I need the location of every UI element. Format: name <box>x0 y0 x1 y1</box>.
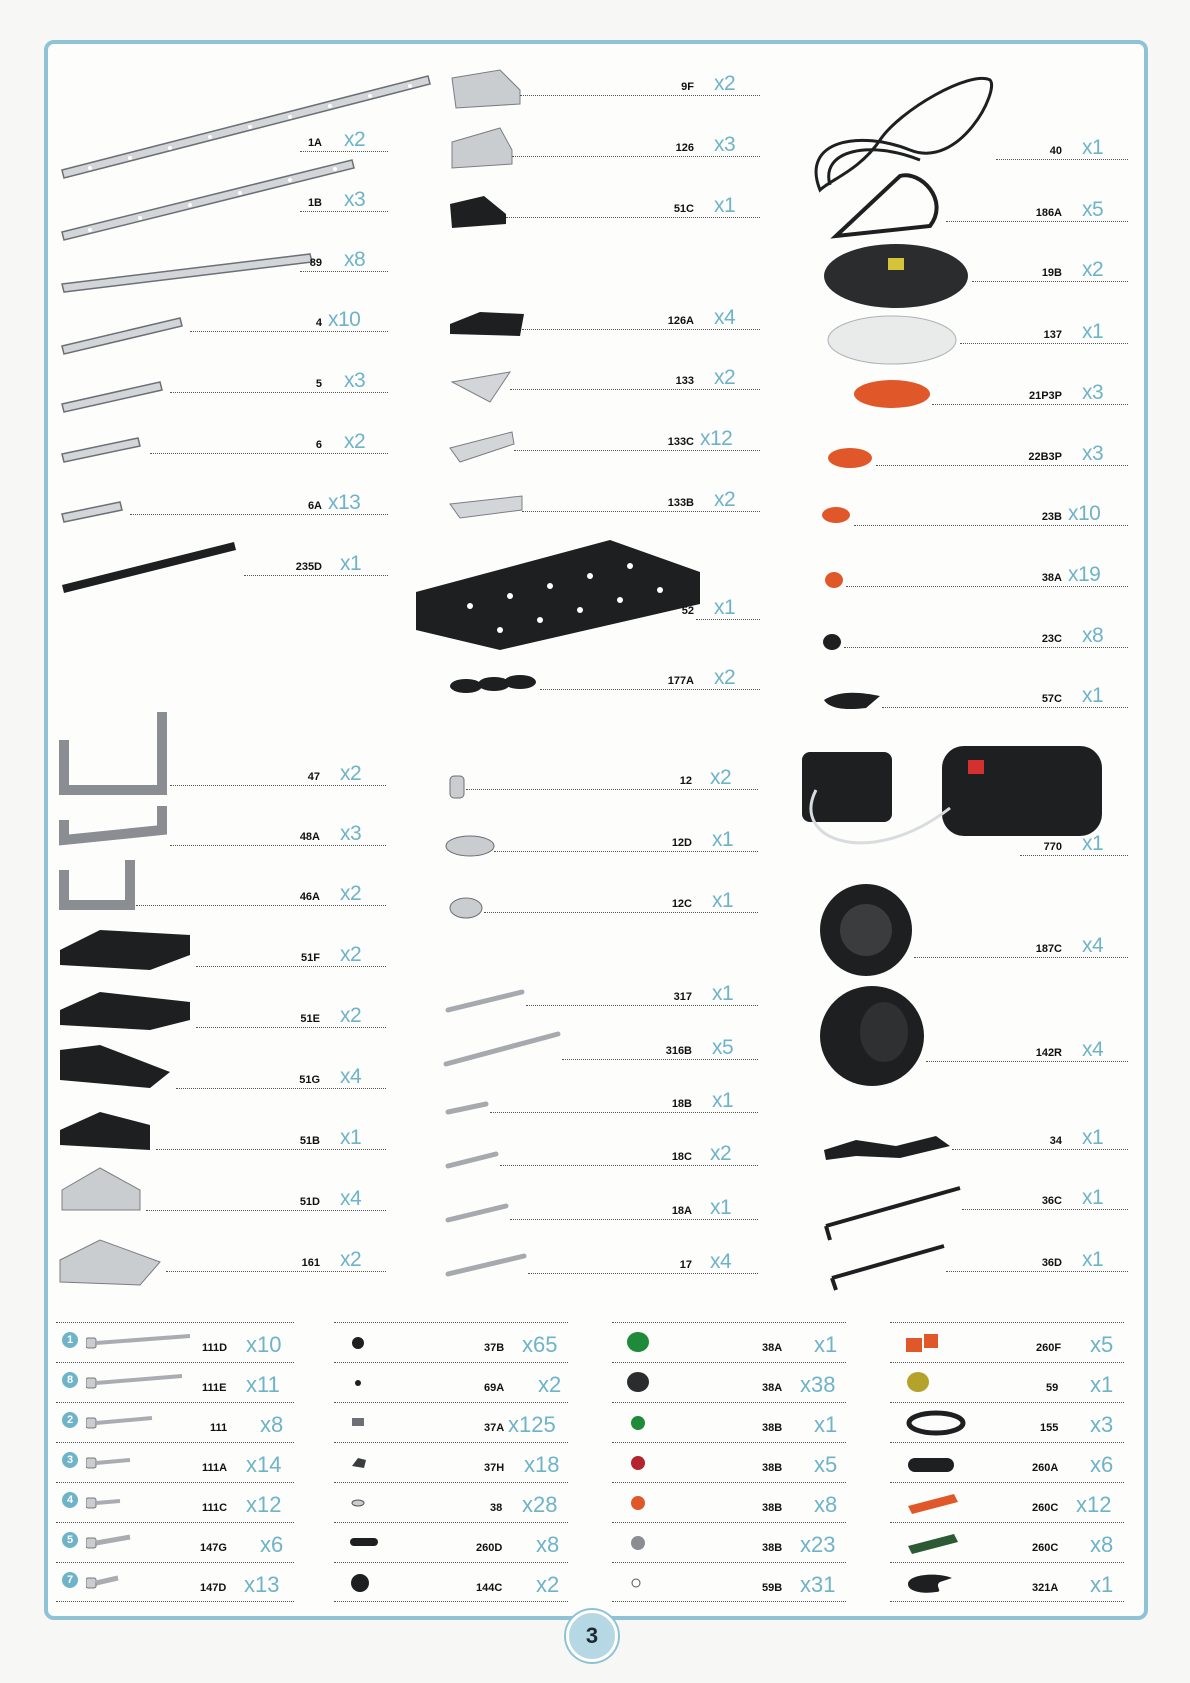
part-row: 1B x3 <box>300 190 388 214</box>
bolt-icon <box>86 1374 196 1392</box>
part-row: 23C x8 <box>844 626 1128 650</box>
pulley-19b <box>824 244 968 308</box>
grid-row: 260A x6 <box>890 1442 1124 1482</box>
pulley-23c <box>823 634 841 650</box>
motor-770 <box>802 752 892 822</box>
bolt-icon <box>86 1494 196 1512</box>
size-badge: 5 <box>62 1532 78 1548</box>
part-row: 235D x1 <box>244 554 388 578</box>
grid-row: 3 111A x14 <box>56 1442 294 1482</box>
hook-57c <box>824 693 880 709</box>
grid-row: 2 111 x8 <box>56 1402 294 1442</box>
link-orange-icon <box>904 1488 964 1516</box>
grid-row: 4 111C x12 <box>56 1482 294 1522</box>
size-badge: 4 <box>62 1492 78 1508</box>
clip-icon <box>904 1570 964 1596</box>
part-row: 12 x2 <box>466 768 758 792</box>
part-row: 36C x1 <box>962 1188 1128 1212</box>
part-row: 46A x2 <box>136 884 386 908</box>
part-row: 4 x10 <box>190 310 388 334</box>
part-row: 137 x1 <box>960 322 1128 346</box>
collar-green-icon <box>624 1330 654 1354</box>
part-row: 187C x4 <box>914 936 1128 960</box>
part-row: 52 x1 <box>696 598 760 622</box>
pulley-23b <box>822 507 850 523</box>
lock-nut-icon <box>348 1454 378 1472</box>
part-row: 51C x1 <box>506 196 760 220</box>
pulley-21p3p <box>854 380 930 408</box>
part-row: 57C x1 <box>882 686 1128 710</box>
collar-grey-icon <box>624 1532 654 1554</box>
pulley-19b-boss <box>888 258 904 270</box>
part-row: 142R x4 <box>926 1040 1128 1064</box>
grid-row: 321A x1 <box>890 1562 1124 1602</box>
part-row: 36D x1 <box>946 1250 1128 1274</box>
square-nut-icon <box>348 1414 378 1432</box>
grid-row: 37A x125 <box>334 1402 568 1442</box>
pin-icon <box>86 1534 196 1552</box>
pulley-137 <box>828 316 956 364</box>
grid-row: 1 111D x10 <box>56 1322 294 1362</box>
connector-orange-icon <box>902 1330 952 1356</box>
bolt-icon <box>86 1454 196 1472</box>
part-row: 34 x1 <box>952 1128 1128 1152</box>
collar-38a <box>825 572 843 588</box>
allen-key-36c <box>826 1188 960 1240</box>
grid-row: 59B x31 <box>612 1562 846 1602</box>
part-row: 1A x2 <box>300 130 388 154</box>
grid-row: 260D x8 <box>334 1522 568 1562</box>
cap-icon <box>348 1572 378 1594</box>
bolt-icon <box>86 1414 196 1432</box>
size-badge: 7 <box>62 1572 78 1588</box>
grid-row: 38A x1 <box>612 1322 846 1362</box>
grid-row: 38B x5 <box>612 1442 846 1482</box>
part-row: 38A x19 <box>846 565 1128 589</box>
part-row: 48A x3 <box>170 824 386 848</box>
grid-row: 38B x1 <box>612 1402 846 1442</box>
part-row: 126A x4 <box>522 308 760 332</box>
grid-row: 5 147G x6 <box>56 1522 294 1562</box>
part-row: 126 x3 <box>512 135 760 159</box>
battery-box-770 <box>942 746 1102 836</box>
part-row: 17 x4 <box>528 1252 758 1276</box>
part-row: 6A x13 <box>130 493 388 517</box>
link-green-icon <box>904 1528 964 1556</box>
grid-row: 38B x8 <box>612 1482 846 1522</box>
part-row: 9F x2 <box>520 74 760 98</box>
part-row: 51D x4 <box>146 1189 386 1213</box>
grid-row: 260F x5 <box>890 1322 1124 1362</box>
part-row: 770 x1 <box>1020 834 1128 858</box>
allen-key-36d <box>832 1246 944 1290</box>
part-row: 12C x1 <box>484 891 758 915</box>
pulley-22b3p <box>828 448 872 468</box>
part-row: 89 x8 <box>300 250 388 274</box>
part-row: 5 x3 <box>170 371 388 395</box>
part-row: 18C x2 <box>500 1144 758 1168</box>
part-row: 186A x5 <box>946 200 1128 224</box>
part-row: 177A x2 <box>540 668 760 692</box>
pin-icon <box>86 1574 196 1592</box>
grub-screw-icon <box>348 1374 378 1392</box>
page-number: 3 <box>566 1610 618 1662</box>
part-row: 133 x2 <box>510 368 760 392</box>
part-row: 51F x2 <box>196 945 386 969</box>
tyre-142r <box>820 986 924 1086</box>
part-row: 6 x2 <box>150 432 388 456</box>
grid-row: 8 111E x11 <box>56 1362 294 1402</box>
grid-row: 37H x18 <box>334 1442 568 1482</box>
size-badge: 1 <box>62 1332 78 1348</box>
part-row: 21P3P x3 <box>932 383 1128 407</box>
wheel-187c <box>820 884 912 976</box>
grub-screw-59b-icon <box>624 1574 654 1592</box>
grid-row: 38A x38 <box>612 1362 846 1402</box>
grid-row: 144C x2 <box>334 1562 568 1602</box>
grid-row: 7 147D x13 <box>56 1562 294 1602</box>
nut-icon <box>348 1334 378 1352</box>
part-row: 133C x12 <box>514 429 760 453</box>
battery-switch <box>968 760 984 774</box>
part-row: 51B x1 <box>156 1128 386 1152</box>
grid-row: 59 x1 <box>890 1362 1124 1402</box>
collar-orange-icon <box>624 1492 654 1514</box>
part-row: 161 x2 <box>166 1250 386 1274</box>
grid-row: 38B x23 <box>612 1522 846 1562</box>
collar-black-icon <box>624 1370 654 1394</box>
part-row: 316B x5 <box>562 1038 758 1062</box>
rubber-ring-icon <box>904 1410 974 1438</box>
grid-row: 155 x3 <box>890 1402 1124 1442</box>
size-badge: 2 <box>62 1412 78 1428</box>
spacer-icon <box>348 1534 388 1552</box>
size-badge: 8 <box>62 1372 78 1388</box>
part-row: 22B3P x3 <box>876 444 1128 468</box>
grid-row: 260C x12 <box>890 1482 1124 1522</box>
bolt-icon <box>86 1334 196 1352</box>
collar-red-icon <box>624 1452 654 1474</box>
part-row: 317 x1 <box>526 984 758 1008</box>
grid-row: 260C x8 <box>890 1522 1124 1562</box>
grid-row: 37B x65 <box>334 1322 568 1362</box>
belt-186a <box>836 175 937 236</box>
part-row: 23B x10 <box>854 504 1128 528</box>
washer-icon <box>348 1494 378 1512</box>
grid-row: 69A x2 <box>334 1362 568 1402</box>
collar-yellow-icon <box>904 1370 934 1394</box>
grid-row: 38 x28 <box>334 1482 568 1522</box>
part-row: 18A x1 <box>510 1198 758 1222</box>
part-row: 40 x1 <box>996 138 1128 162</box>
part-row: 47 x2 <box>170 764 386 788</box>
part-row: 18B x1 <box>490 1091 758 1115</box>
link-black-icon <box>904 1450 964 1476</box>
part-row: 19B x2 <box>972 260 1128 284</box>
spanner-34 <box>824 1136 950 1160</box>
size-badge: 3 <box>62 1452 78 1468</box>
collar-green-small-icon <box>624 1412 654 1434</box>
part-row: 12D x1 <box>494 830 758 854</box>
part-row: 133B x2 <box>522 490 760 514</box>
part-row: 51E x2 <box>196 1006 386 1030</box>
part-row: 51G x4 <box>176 1067 386 1091</box>
